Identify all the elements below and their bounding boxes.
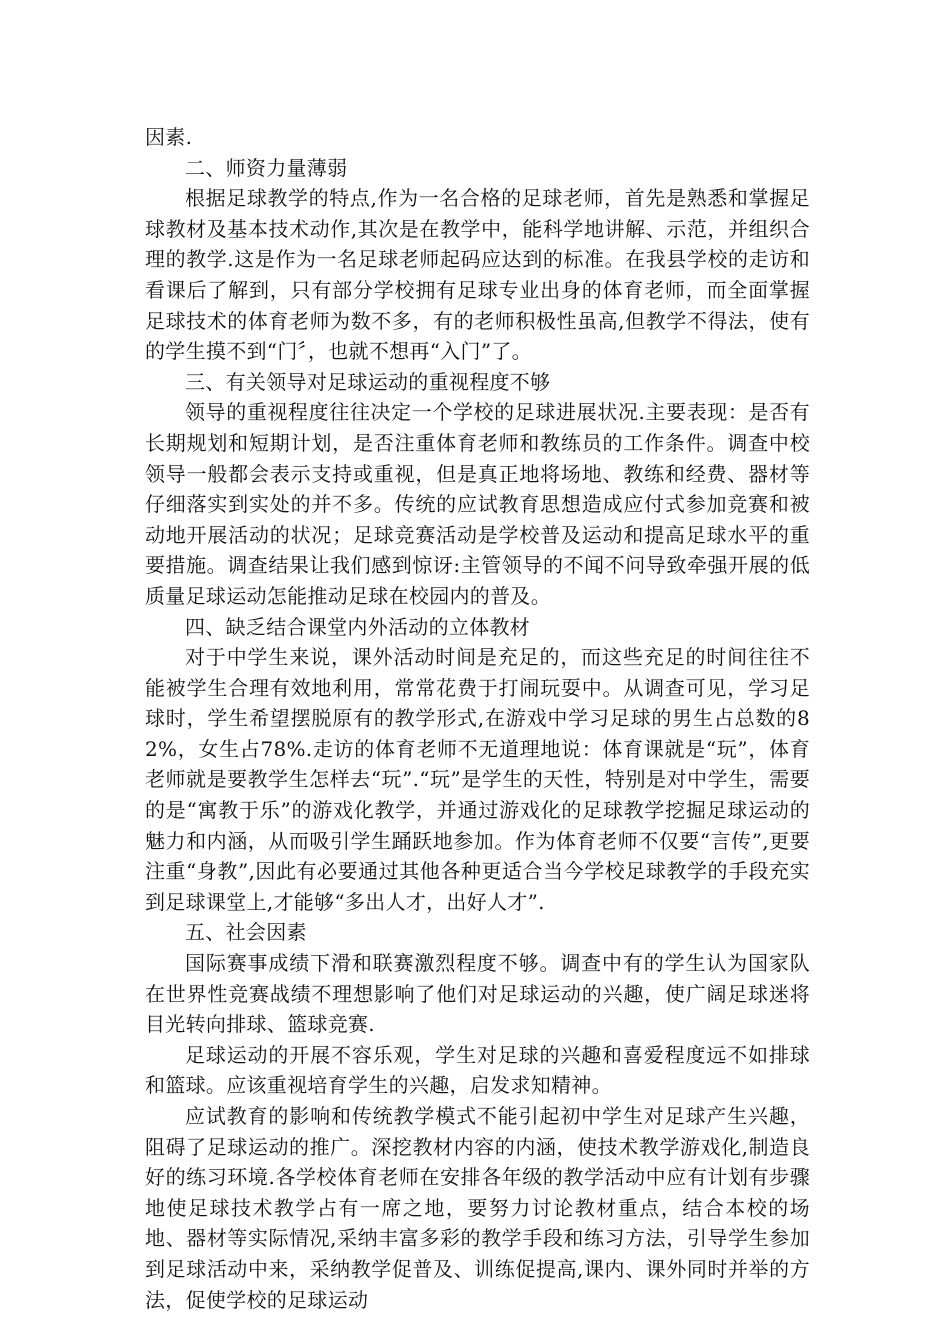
paragraph-leadership: 领导的重视程度往往决定一个学校的足球进展状况.主要表现：是否有长期规划和短期计划，是否注重体育老师和教练员的工作条件。调查中校领导一般都会表示支持或重视，但是真正地将场地、教练和经费、器材等仔细落实到实处的并不多。传统的应试教育思想造成应付式参加竞赛和被动地开展活动的状况；足球竞赛活动是学校普及运动和提高足球水平的重要措施。调查结果让我们感到惊讶:主管领导的不闻不问导致牵强开展的低质量足球运动怎能推动足球在校园内的普及。	[145, 400, 810, 608]
paragraph-teachers: 根据足球教学的特点,作为一名合格的足球老师，首先是熟悉和掌握足球教材及基本技术动作,其次是在教学中，能科学地讲解、示范，并组织合理的教学.这是作为一名足球老师起码应达到的标准。在我县学校的走访和看课后了解到，只有部分学校拥有足球专业出身的体育老师，而全面掌握足球技术的体育老师为数不多，有的老师积极性虽高,但教学不得法，使有的学生摸不到“门〞，也就不想再“入门”了。	[145, 186, 810, 364]
section-heading-2: 二、师资力量薄弱	[185, 155, 348, 180]
document-page	[145, 122, 810, 1315]
section-heading-4: 四、缺乏结合课堂内外活动的立体教材	[185, 614, 531, 639]
paragraph-teaching-materials: 对于中学生来说，课外活动时间是充足的，而这些充足的时间往往不能被学生合理有效地利用，常常花费于打闹玩耍中。从调查可见，学习足球时，学生希望摆脱原有的教学形式,在游戏中学习足球的男生占总数的82%，女生占78%.走访的体育老师不无道理地说：体育课就是“玩”，体育老师就是要教学生怎样去“玩”.“玩”是学生的天性，特别是对中学生，需要的是“寓教于乐”的游戏化教学，并通过游戏化的足球教学挖掘足球运动的魅力和内涵，从而吸引学生踊跃地参加。作为体育老师不仅要“言传”,更要注重“身教”,因此有必要通过其他各种更适合当今学校足球教学的手段充实到足球课堂上,才能够“多出人才，出好人才”.	[145, 645, 810, 914]
paragraph-continuation: 因素.	[145, 125, 193, 149]
paragraph-interest: 足球运动的开展不容乐观，学生对足球的兴趣和喜爱程度远不如排球和篮球。应该重视培育学生的兴趣，启发求知精神。	[145, 1042, 810, 1098]
section-heading-3: 三、有关领导对足球运动的重视程度不够	[185, 369, 551, 394]
section-heading-5: 五、社会因素	[185, 920, 307, 945]
paragraph-social-factors: 国际赛事成绩下滑和联赛激烈程度不够。调查中有的学生认为国家队在世界性竞赛战绩不理想影响了他们对足球运动的兴趣，使广阔足球迷将目光转向排球、篮球竞赛.	[145, 951, 810, 1037]
paragraph-exam-education: 应试教育的影响和传统教学模式不能引起初中学生对足球产生兴趣，阻碍了足球运动的推广。深挖教材内容的内涵，使技术教学游戏化,制造良好的练习环境.各学校体育老师在安排各年级的教学活动中应有计划有步骤地使足球技术教学占有一席之地，要努力讨论教材重点，结合本校的场地、器材等实际情况,采纳丰富多彩的教学手段和练习方法，引导学生参加到足球活动中来，采纳教学促普及、训练促提高,课内、课外同时并举的方法，促使学校的足球运动	[145, 1104, 810, 1312]
